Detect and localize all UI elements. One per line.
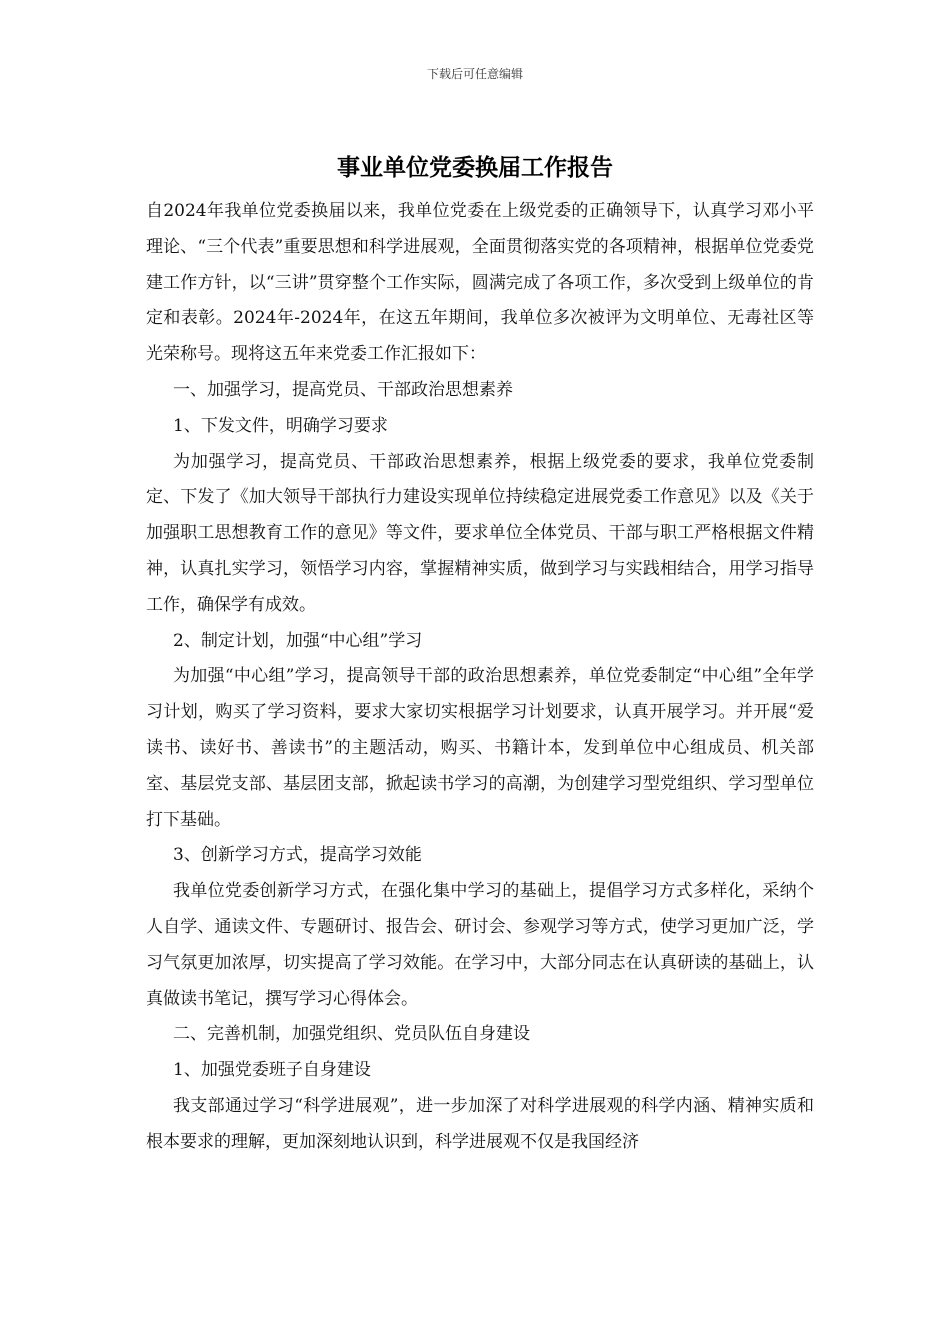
subsection-heading-1-3: 3、创新学习方式，提高学习效能 <box>173 845 422 866</box>
subsection-heading-1-1: 1、下发文件，明确学习要求 <box>173 415 388 436</box>
body-paragraph: 为加强学习，提高党员、干部政治思想素养，根据上级党委的要求，我单位党委制定、下发了《加大领导干部执行力建设实现单位持续稳定进展党委工作意见》以及《关于加强职工思想教育工作的意见》等文件，要求单位全体党员、干部与职工严格根据文件精神，认真扎实学习，领悟学习内容，掌握精神实质，做到学习与实践相结合，用学习指导工作，确保学有成效。 <box>146 451 814 615</box>
subsection-heading-2-1: 1、加强党委班子自身建设 <box>173 1060 371 1081</box>
subsection-heading-1-2: 2、制定计划，加强“中心组”学习 <box>173 630 423 651</box>
document-title: 事业单位党委换届工作报告 <box>337 154 613 181</box>
document-body <box>146 194 814 1161</box>
intro-paragraph: 自2024年我单位党委换届以来，我单位党委在上级党委的正确领导下，认真学习邓小平理论、“三个代表”重要思想和科学进展观，全面贯彻落实党的各项精神，根据单位党委党建工作方针，以“三讲”贯穿整个工作实际，圆满完成了各项工作，多次受到上级单位的肯定和表彰。2024年-2024年，在这五年期间，我单位多次被评为文明单位、无毒社区等光荣称号。现将这五年来党委工作汇报如下： <box>146 201 814 365</box>
header-note: 下载后可任意编辑 <box>426 67 523 81</box>
body-paragraph: 为加强“中心组”学习，提高领导干部的政治思想素养，单位党委制定“中心组”全年学习计划，购买了学习资料，要求大家切实根据学习计划要求，认真开展学习。并开展“爱读书、读好书、善读书”的主题活动，购买、书籍计本，发到单位中心组成员、机关部室、基层党支部、基层团支部，掀起读书学习的高潮，为创建学习型党组织、学习型单位打下基础。 <box>146 666 814 830</box>
body-paragraph: 我支部通过学习“科学进展观”，进一步加深了对科学进展观的科学内涵、精神实质和根本要求的理解，更加深刻地认识到，科学进展观不仅是我国经济 <box>146 1095 814 1152</box>
section-heading-2: 二、完善机制，加强党组织、党员队伍自身建设 <box>173 1024 530 1045</box>
body-paragraph: 我单位党委创新学习方式，在强化集中学习的基础上，提倡学习方式多样化，采纳个人自学、通读文件、专题研讨、报告会、研讨会、参观学习等方式，使学习更加广泛，学习气氛更加浓厚，切实提高了学习效能。在学习中，大部分同志在认真研读的基础上，认真做读书笔记，撰写学习心得体会。 <box>146 881 814 1009</box>
section-heading-1: 一、加强学习，提高党员、干部政治思想素养 <box>173 379 513 400</box>
